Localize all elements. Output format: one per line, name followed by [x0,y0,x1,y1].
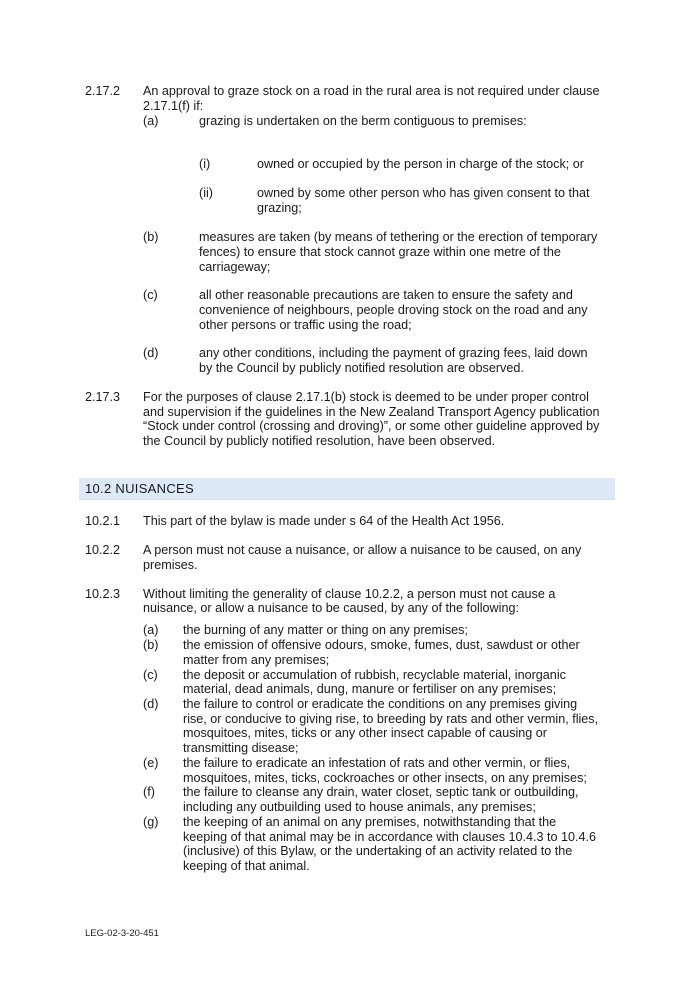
clause-text: 2.17.1(f) if: [143,99,204,113]
item-label: (b) [143,230,159,244]
section-heading [79,478,615,500]
item-label: (a) [143,114,159,128]
item-text: carriageway; [199,260,271,274]
subitem-label: (i) [199,157,211,171]
item-text: material, dead animals, dung, manure or fertiliser on any premises; [183,682,557,696]
item-text: grazing is undertaken on the berm contiguous to premises: [199,114,527,128]
item-text: all other reasonable precautions are taken to ensure the safety and [199,288,573,302]
item-text: mosquitoes, mites, ticks or any other insect capable of causing or [183,726,547,740]
item-label: (d) [143,346,159,360]
clause-number: 10.2.2 [85,543,121,557]
clause-number: 2.17.2 [85,84,121,98]
subitem-text: owned or occupied by the person in charge of the stock; or [257,157,584,171]
clause-text: and supervision if the guidelines in the New Zealand Transport Agency publication [143,405,600,419]
clause-text: the Council by publicly notified resolution, have been observed. [143,434,496,448]
item-text: the emission of offensive odours, smoke, fumes, dust, sawdust or other [183,638,580,652]
item-text: the failure to cleanse any drain, water closet, septic tank or outbuilding, [183,785,579,799]
item-text: fences) to ensure that stock cannot graze within one metre of the [199,245,561,259]
item-label: (g) [143,815,159,829]
item-label: (d) [143,697,159,711]
clause-text: nuisance, or allow a nuisance to be caused, by any of the following: [143,601,519,615]
item-label: (c) [143,668,158,682]
item-text: the failure to eradicate an infestation of rats and other vermin, or flies, [183,756,571,770]
clause-text: Without limiting the generality of clause 10.2.2, a person must not cause a [143,587,556,601]
item-text: matter from any premises; [183,653,330,667]
item-text: other persons or traffic using the road; [199,318,412,332]
clause-number: 10.2.1 [85,514,121,528]
item-text: measures are taken (by means of tethering or the erection of temporary [199,230,598,244]
item-text: keeping of that animal may be in accordance with clauses 10.4.3 to 10.4.6 [183,830,597,844]
item-text: the failure to control or eradicate the conditions on any premises giving [183,697,578,711]
item-text: any other conditions, including the payment of grazing fees, laid down [199,346,588,360]
clause-text: premises. [143,558,198,572]
clause-text: For the purposes of clause 2.17.1(b) stock is deemed to be under proper control [143,390,589,404]
subitem-text: owned by some other person who has given consent to that [257,186,590,200]
item-text: transmitting disease; [183,741,299,755]
item-text: the keeping of an animal on any premises, notwithstanding that the [183,815,557,829]
subitem-label: (ii) [199,186,213,200]
clause-text: “Stock under control (crossing and droving)”, or some other guideline approved by [143,419,600,433]
item-text: rise, or conducive to giving rise, to breeding by rats and other vermin, flies, [183,712,599,726]
item-text: convenience of neighbours, people droving stock on the road and any [199,303,588,317]
item-text: keeping of that animal. [183,859,310,873]
item-text: the deposit or accumulation of rubbish, recyclable material, inorganic [183,668,566,682]
clause-text: A person must not cause a nuisance, or allow a nuisance to be caused, on any [143,543,582,557]
item-label: (e) [143,756,159,770]
section-heading-text: 10.2 NUISANCES [85,481,194,496]
item-label: (a) [143,623,159,637]
clause-text: An approval to graze stock on a road in the rural area is not required under clause [143,84,600,98]
item-text: mosquitoes, mites, ticks, cockroaches or other insects, on any premises; [183,771,587,785]
item-text: by the Council by publicly notified resolution are observed. [199,361,524,375]
document-reference-footer: LEG-02-3-20-451 [85,928,159,939]
clause-text: This part of the bylaw is made under s 64 of the Health Act 1956. [143,514,505,528]
clause-number: 10.2.3 [85,587,121,601]
item-label: (b) [143,638,159,652]
item-text: (inclusive) of this Bylaw, or the undertaking of an activity related to the [183,844,573,858]
clause-number: 2.17.3 [85,390,121,404]
item-text: the burning of any matter or thing on any premises; [183,623,468,637]
item-text: including any outbuilding used to house animals, any premises; [183,800,536,814]
item-label: (c) [143,288,158,302]
item-label: (f) [143,785,155,799]
subitem-text: grazing; [257,201,302,215]
